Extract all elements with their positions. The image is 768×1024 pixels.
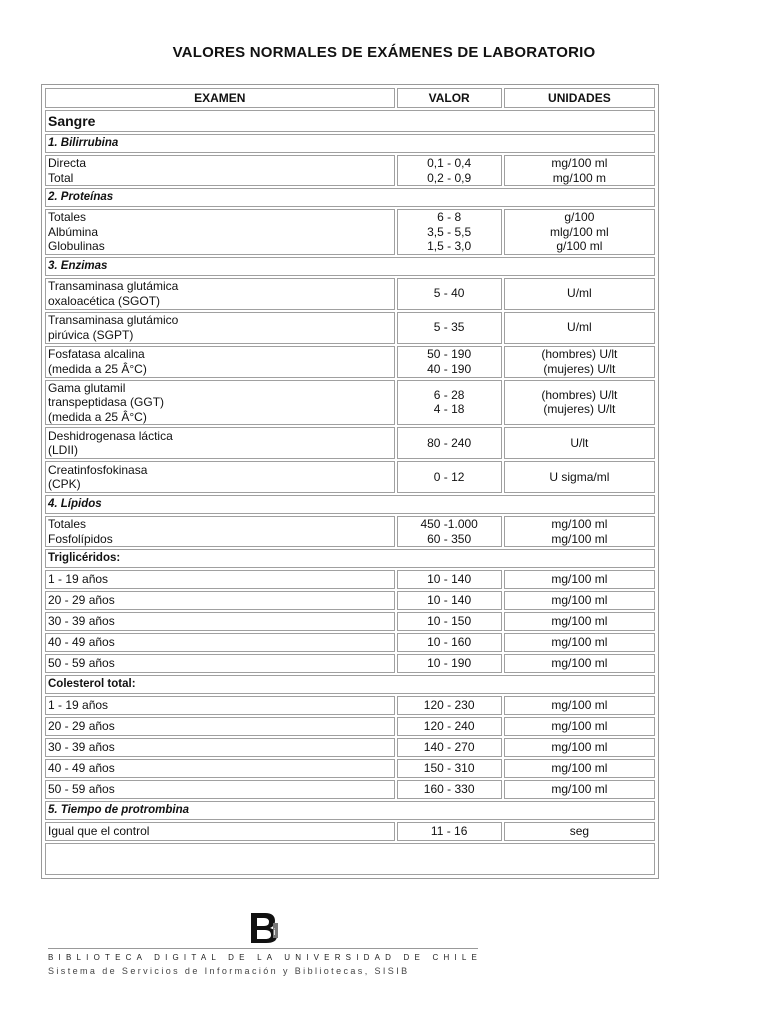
library-logo-icon — [249, 911, 279, 945]
value-cell — [397, 346, 502, 378]
table-row — [45, 780, 655, 799]
unit-cell — [504, 155, 655, 186]
table-row — [45, 188, 655, 207]
exam-cell — [45, 209, 395, 255]
table-row — [45, 495, 655, 514]
unit-line: (mujeres) U/lt — [543, 361, 616, 376]
exam-line: Globulinas — [48, 239, 105, 253]
unit-cell: seg — [504, 822, 655, 841]
table-row — [45, 110, 655, 132]
value-line: 4 - 18 — [433, 402, 465, 417]
lab-values-table — [41, 84, 659, 879]
exam-line: Fosfolípidos — [48, 531, 113, 546]
table-row — [45, 155, 655, 186]
unit-cell — [504, 209, 655, 255]
exam-line: Total — [48, 170, 74, 185]
table-row — [45, 257, 655, 276]
unit-line: mg/100 ml — [551, 517, 608, 531]
exam-line: Fosfatasa alcalina — [48, 347, 145, 361]
unit-cell: U/lt — [504, 427, 655, 459]
empty-row — [45, 843, 655, 875]
value-cell: 120 - 240 — [397, 717, 502, 736]
table-row — [45, 461, 655, 493]
exam-cell: 50 - 59 años — [45, 654, 395, 673]
exam-line: Directa — [48, 156, 87, 170]
table-row — [45, 549, 655, 568]
exam-line: (LDII) — [48, 443, 78, 457]
unit-cell: mg/100 ml — [504, 780, 655, 799]
table-row — [45, 312, 655, 344]
exam-line: Deshidrogenasa láctica — [48, 428, 173, 443]
value-line: 450 -1.000 — [420, 517, 478, 531]
value-line: 0,1 - 0,4 — [427, 156, 472, 170]
section-sangre: Sangre — [45, 110, 655, 132]
table-row — [45, 134, 655, 153]
unit-cell: mg/100 ml — [504, 612, 655, 631]
exam-line: Totales — [48, 210, 87, 224]
table-row — [45, 843, 655, 875]
table-row — [45, 570, 655, 589]
footer-divider — [48, 948, 478, 949]
exam-line: Creatinfosfokinasa — [48, 462, 148, 477]
exam-cell: Igual que el control — [45, 822, 395, 841]
value-cell: 80 - 240 — [397, 427, 502, 459]
value-cell — [397, 155, 502, 186]
page-title: VALORES NORMALES DE EXÁMENES DE LABORATORIO — [172, 44, 596, 61]
value-cell: 5 - 35 — [397, 312, 502, 344]
value-cell: 5 - 40 — [397, 278, 502, 310]
header-valor: VALOR — [397, 88, 502, 108]
exam-cell: 30 - 39 años — [45, 612, 395, 631]
exam-cell: 50 - 59 años — [45, 780, 395, 799]
exam-line: Gama glutamil — [48, 380, 126, 395]
table-row — [45, 209, 655, 255]
unit-line: (mujeres) U/lt — [543, 402, 616, 417]
table-header-row — [45, 88, 655, 108]
table-row — [45, 822, 655, 841]
value-cell: 10 - 140 — [397, 591, 502, 610]
unit-line: mg/100 m — [552, 170, 607, 185]
exam-cell — [45, 346, 395, 378]
exam-line: (medida a 25 Â°C) — [48, 361, 147, 376]
exam-cell: 1 - 19 años — [45, 696, 395, 715]
value-cell: 120 - 230 — [397, 696, 502, 715]
section-protrombina: 5. Tiempo de protrombina — [45, 801, 655, 820]
section-trigliceridos: Triglicéridos: — [45, 549, 655, 568]
value-line: 6 - 8 — [437, 210, 462, 224]
header-unidades: UNIDADES — [504, 88, 655, 108]
value-cell: 11 - 16 — [397, 822, 502, 841]
table-row — [45, 427, 655, 459]
value-line: 1,5 - 3,0 — [427, 239, 472, 253]
value-cell: 10 - 190 — [397, 654, 502, 673]
footer-library-name: BIBLIOTECA DIGITAL DE LA UNIVERSIDAD DE CHILE — [48, 953, 483, 962]
exam-line: Transaminasa glutámica — [48, 279, 179, 293]
exam-cell — [45, 312, 395, 344]
unit-cell: mg/100 ml — [504, 654, 655, 673]
exam-cell — [45, 380, 395, 426]
unit-cell: mg/100 ml — [504, 696, 655, 715]
value-line: 60 - 350 — [427, 531, 472, 546]
exam-cell — [45, 516, 395, 547]
exam-cell: 1 - 19 años — [45, 570, 395, 589]
value-cell: 150 - 310 — [397, 759, 502, 778]
exam-line: Totales — [48, 517, 87, 531]
value-cell: 0 - 12 — [397, 461, 502, 493]
value-cell: 10 - 160 — [397, 633, 502, 652]
exam-cell — [45, 427, 395, 459]
unit-line: mg/100 ml — [551, 531, 608, 546]
value-cell: 10 - 150 — [397, 612, 502, 631]
unit-cell: mg/100 ml — [504, 738, 655, 757]
exam-cell — [45, 278, 395, 310]
exam-cell — [45, 461, 395, 493]
unit-cell — [504, 516, 655, 547]
unit-cell: mg/100 ml — [504, 759, 655, 778]
exam-line: Transaminasa glutámico — [48, 313, 179, 327]
table-row — [45, 717, 655, 736]
unit-line: g/100 ml — [556, 239, 603, 253]
table-row — [45, 591, 655, 610]
lab-table — [43, 86, 657, 877]
value-line: 40 - 190 — [427, 361, 472, 376]
value-line: 3,5 - 5,5 — [427, 224, 472, 239]
exam-line: Albúmina — [48, 224, 99, 239]
section-colesterol: Colesterol total: — [45, 675, 655, 694]
section-proteinas: 2. Proteínas — [45, 188, 655, 207]
value-line: 0,2 - 0,9 — [427, 170, 472, 185]
unit-line: (hombres) U/lt — [541, 347, 618, 361]
unit-cell: mg/100 ml — [504, 633, 655, 652]
value-line: 6 - 28 — [433, 387, 465, 402]
table-row — [45, 801, 655, 820]
exam-cell: 40 - 49 años — [45, 759, 395, 778]
unit-line: mlg/100 ml — [550, 224, 609, 239]
section-enzimas: 3. Enzimas — [45, 257, 655, 276]
value-cell: 140 - 270 — [397, 738, 502, 757]
table-row — [45, 633, 655, 652]
table-row — [45, 612, 655, 631]
table-row — [45, 516, 655, 547]
header-examen: EXAMEN — [45, 88, 395, 108]
table-row — [45, 759, 655, 778]
value-cell: 160 - 330 — [397, 780, 502, 799]
unit-cell: U/ml — [504, 312, 655, 344]
footer-system-name: Sistema de Servicios de Información y Bibliotecas, SISIB — [48, 966, 410, 976]
value-cell — [397, 209, 502, 255]
unit-line: (hombres) U/lt — [541, 387, 618, 402]
exam-line: oxaloacética (SGOT) — [48, 293, 161, 308]
exam-cell — [45, 155, 395, 186]
logo-letter: i — [273, 927, 276, 937]
value-cell: 10 - 140 — [397, 570, 502, 589]
exam-cell: 20 - 29 años — [45, 591, 395, 610]
unit-cell: mg/100 ml — [504, 717, 655, 736]
exam-cell: 30 - 39 años — [45, 738, 395, 757]
table-row — [45, 278, 655, 310]
table-row — [45, 696, 655, 715]
table-row — [45, 675, 655, 694]
unit-cell — [504, 380, 655, 426]
exam-cell: 40 - 49 años — [45, 633, 395, 652]
unit-cell: mg/100 ml — [504, 591, 655, 610]
unit-cell — [504, 346, 655, 378]
table-row — [45, 654, 655, 673]
value-cell — [397, 516, 502, 547]
table-row — [45, 738, 655, 757]
exam-line: (CPK) — [48, 477, 81, 491]
exam-line: pirúvica (SGPT) — [48, 327, 134, 342]
exam-cell: 20 - 29 años — [45, 717, 395, 736]
unit-cell: U sigma/ml — [504, 461, 655, 493]
value-cell — [397, 380, 502, 426]
table-row — [45, 346, 655, 378]
unit-line: g/100 — [564, 210, 595, 224]
unit-line: mg/100 ml — [551, 156, 608, 170]
unit-cell: U/ml — [504, 278, 655, 310]
section-bilirrubina: 1. Bilirrubina — [45, 134, 655, 153]
section-lipidos: 4. Lípidos — [45, 495, 655, 514]
unit-cell: mg/100 ml — [504, 570, 655, 589]
exam-line: transpeptidasa (GGT) — [48, 395, 165, 409]
value-line: 50 - 190 — [427, 347, 472, 361]
table-row — [45, 380, 655, 426]
exam-line: (medida a 25 Â°C) — [48, 409, 147, 424]
